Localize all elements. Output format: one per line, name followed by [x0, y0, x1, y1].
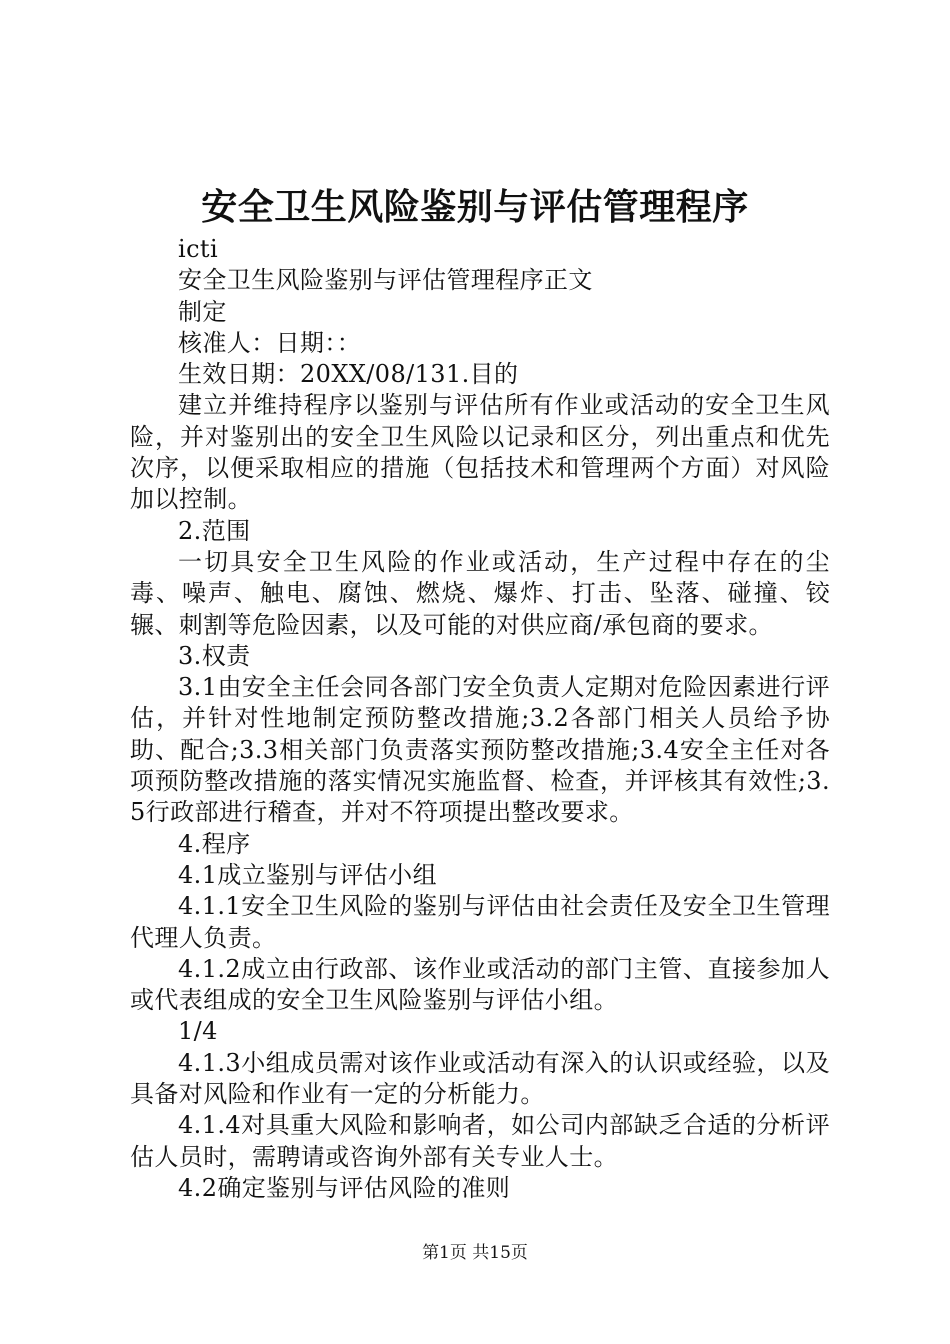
- document-title: 安全卫生风险鉴别与评估管理程序: [201, 187, 749, 228]
- subsection-heading-4-1: 4.1成立鉴别与评估小组: [178, 860, 437, 889]
- paragraph-scope: 一切具安全卫生风险的作业或活动，生产过程中存在的尘毒、噪声、触电、腐蚀、燃烧、爆炸、打击、坠落、碰撞、铰辗、刺割等危险因素，以及可能的对供应商/承包商的要求。: [130, 547, 830, 639]
- paragraph-purpose: 建立并维持程序以鉴别与评估所有作业或活动的安全卫生风险，并对鉴别出的安全卫生风险以记录和区分，列出重点和优先次序，以便采取相应的措施（包括技术和管理两个方面）对风险加以控制。: [130, 391, 830, 514]
- section-heading-scope: 2.范围: [178, 516, 251, 545]
- paragraph-page-fraction: 1/4: [178, 1017, 218, 1046]
- paragraph-approver-date: 核准人：日期：：: [178, 328, 362, 357]
- subsection-heading-4-2: 4.2确定鉴别与评估风险的准则: [178, 1173, 511, 1202]
- paragraph-4-1-1: 4.1.1安全卫生风险的鉴别与评估由社会责任及安全卫生管理代理人负责。: [130, 892, 830, 952]
- paragraph-4-1-4: 4.1.4对具重大风险和影响者，如公司内部缺乏合适的分析评估人员时，需聘请或咨询外部有关专业人士。: [130, 1111, 830, 1171]
- paragraph-4-1-2: 4.1.2成立由行政部、该作业或活动的部门主管、直接参加人或代表组成的安全卫生风险鉴别与评估小组。: [130, 954, 830, 1015]
- section-heading-procedure: 4.程序: [178, 829, 251, 858]
- paragraph-text-heading: 安全卫生风险鉴别与评估管理程序正文: [178, 266, 593, 295]
- document-body: [130, 234, 830, 1204]
- page-footer: 第1页 共15页: [422, 1243, 528, 1263]
- paragraph-icti: icti: [178, 235, 219, 263]
- paragraph-4-1-3: 4.1.3小组成员需对该作业或活动有深入的认识或经验，以及具备对风险和作业有一定的分析能力。: [130, 1048, 830, 1109]
- section-heading-responsibility: 3.权责: [178, 641, 251, 670]
- paragraph-effective-date: 生效日期：20XX/08/131.目的: [178, 360, 519, 389]
- paragraph-responsibility: 3.1由安全主任会同各部门安全负责人定期对危险因素进行评估，并针对性地制定预防整改措施;3.2各部门相关人员给予协助、配合;3.3相关部门负责落实预防整改措施;3.4安全主任对各项预防整改措施的落实情况实施监督、检查，并评核其有效性;3.5行政部进行稽查，并对不符项提出整改要求。: [130, 673, 830, 827]
- paragraph-prepared: 制定: [178, 297, 227, 326]
